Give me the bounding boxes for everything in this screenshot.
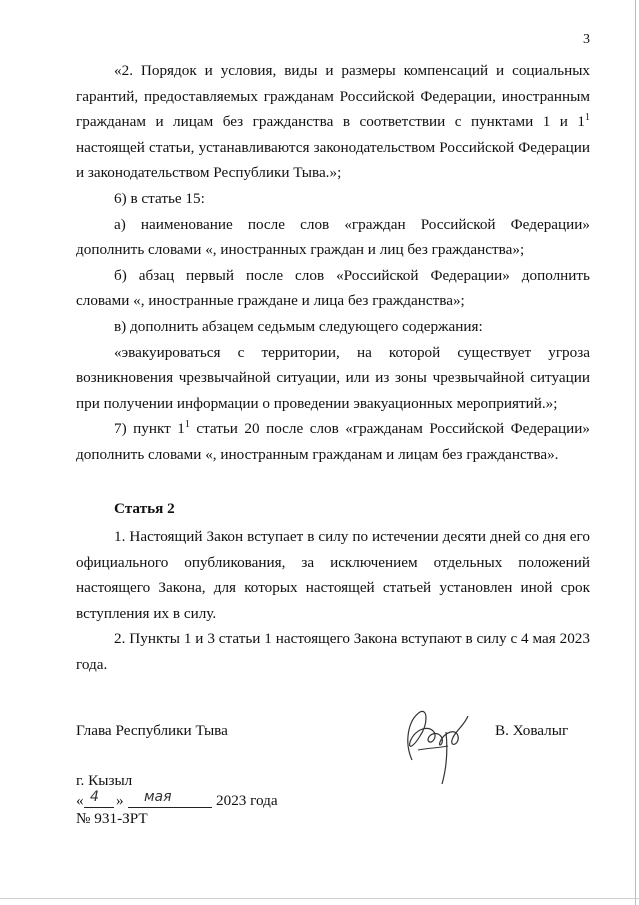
document-footer xyxy=(76,772,336,828)
paragraph-compensation-text: «2. Порядок и условия, виды и размеры компенсаций и социальных гарантий, предоставляемых гражданам Российской Федерации, иностранным гражданам и лицам без гражданства в соответствии с пунктами 1 и 1 xyxy=(76,62,590,131)
article2-paragraph-2: 2. Пункты 1 и 3 статьи 1 настоящего Закона вступают в силу с 4 мая 2023 года. xyxy=(76,630,590,673)
signatory-name: В. Ховалыг xyxy=(495,722,569,739)
law-number: № 931-ЗРТ xyxy=(76,810,148,827)
article2-body xyxy=(76,524,590,678)
article2-title: Статья 2 xyxy=(114,500,175,517)
page-number: 3 xyxy=(583,32,590,47)
date-quote-open: « xyxy=(76,792,84,809)
paragraph-evacuate: «эвакуироваться с территории, на которой существует угроза возникновения чрезвычайной ситуации, или из зоны чрезвычайной ситуации при получении информации о проведении эвакуационных мероприятий.»; xyxy=(76,343,590,412)
paragraph-b: б) абзац первый после слов «Российской Федерации» дополнить словами «, иностранные граждане и лица без гражданства»; xyxy=(76,266,590,310)
paragraph-article15: 6) в статье 15: xyxy=(114,189,205,207)
paragraph-7-start: 7) пункт 1 xyxy=(114,420,185,438)
superscript: 1 xyxy=(585,112,590,124)
paragraph-a: а) наименование после слов «граждан Российской Федерации» дополнить словами «, иностранных граждан и лиц без гражданства»; xyxy=(76,215,590,259)
paragraph-compensation xyxy=(76,58,590,186)
scan-edge-right xyxy=(635,0,636,905)
day-underline xyxy=(84,807,114,808)
handwritten-signature xyxy=(398,702,478,788)
month-underline xyxy=(128,807,212,808)
scan-edge-bottom xyxy=(0,898,639,899)
date-year: 2023 года xyxy=(216,792,278,809)
date-day: 4 xyxy=(90,789,99,805)
article1-continuation xyxy=(76,58,590,468)
article2-paragraph-1: 1. Настоящий Закон вступает в силу по истечении десяти дней со дня его официального опубликования, за исключением отдельных положений настоящего Закона, для которых настоящей статьей установлен иной срок вступления их в силу. xyxy=(76,528,590,622)
paragraph-7 xyxy=(76,416,590,467)
paragraph-compensation-end: настоящей статьи, устанавливаются законодательством Российской Федерации и законодательством Республики Тыва.»; xyxy=(76,138,590,182)
city: г. Кызыл xyxy=(76,772,133,789)
date-month: мая xyxy=(144,789,172,805)
signatory-position: Глава Республики Тыва xyxy=(76,722,228,739)
signing-date xyxy=(76,790,336,810)
date-quote-close: » xyxy=(116,792,124,809)
paragraph-7-end: статьи 20 после слов «гражданам Российской Федерации» дополнить словами «, иностранным гражданам и лицам без гражданства». xyxy=(76,420,590,463)
superscript: 1 xyxy=(184,419,190,431)
paragraph-v: в) дополнить абзацем седьмым следующего содержания: xyxy=(114,317,483,335)
